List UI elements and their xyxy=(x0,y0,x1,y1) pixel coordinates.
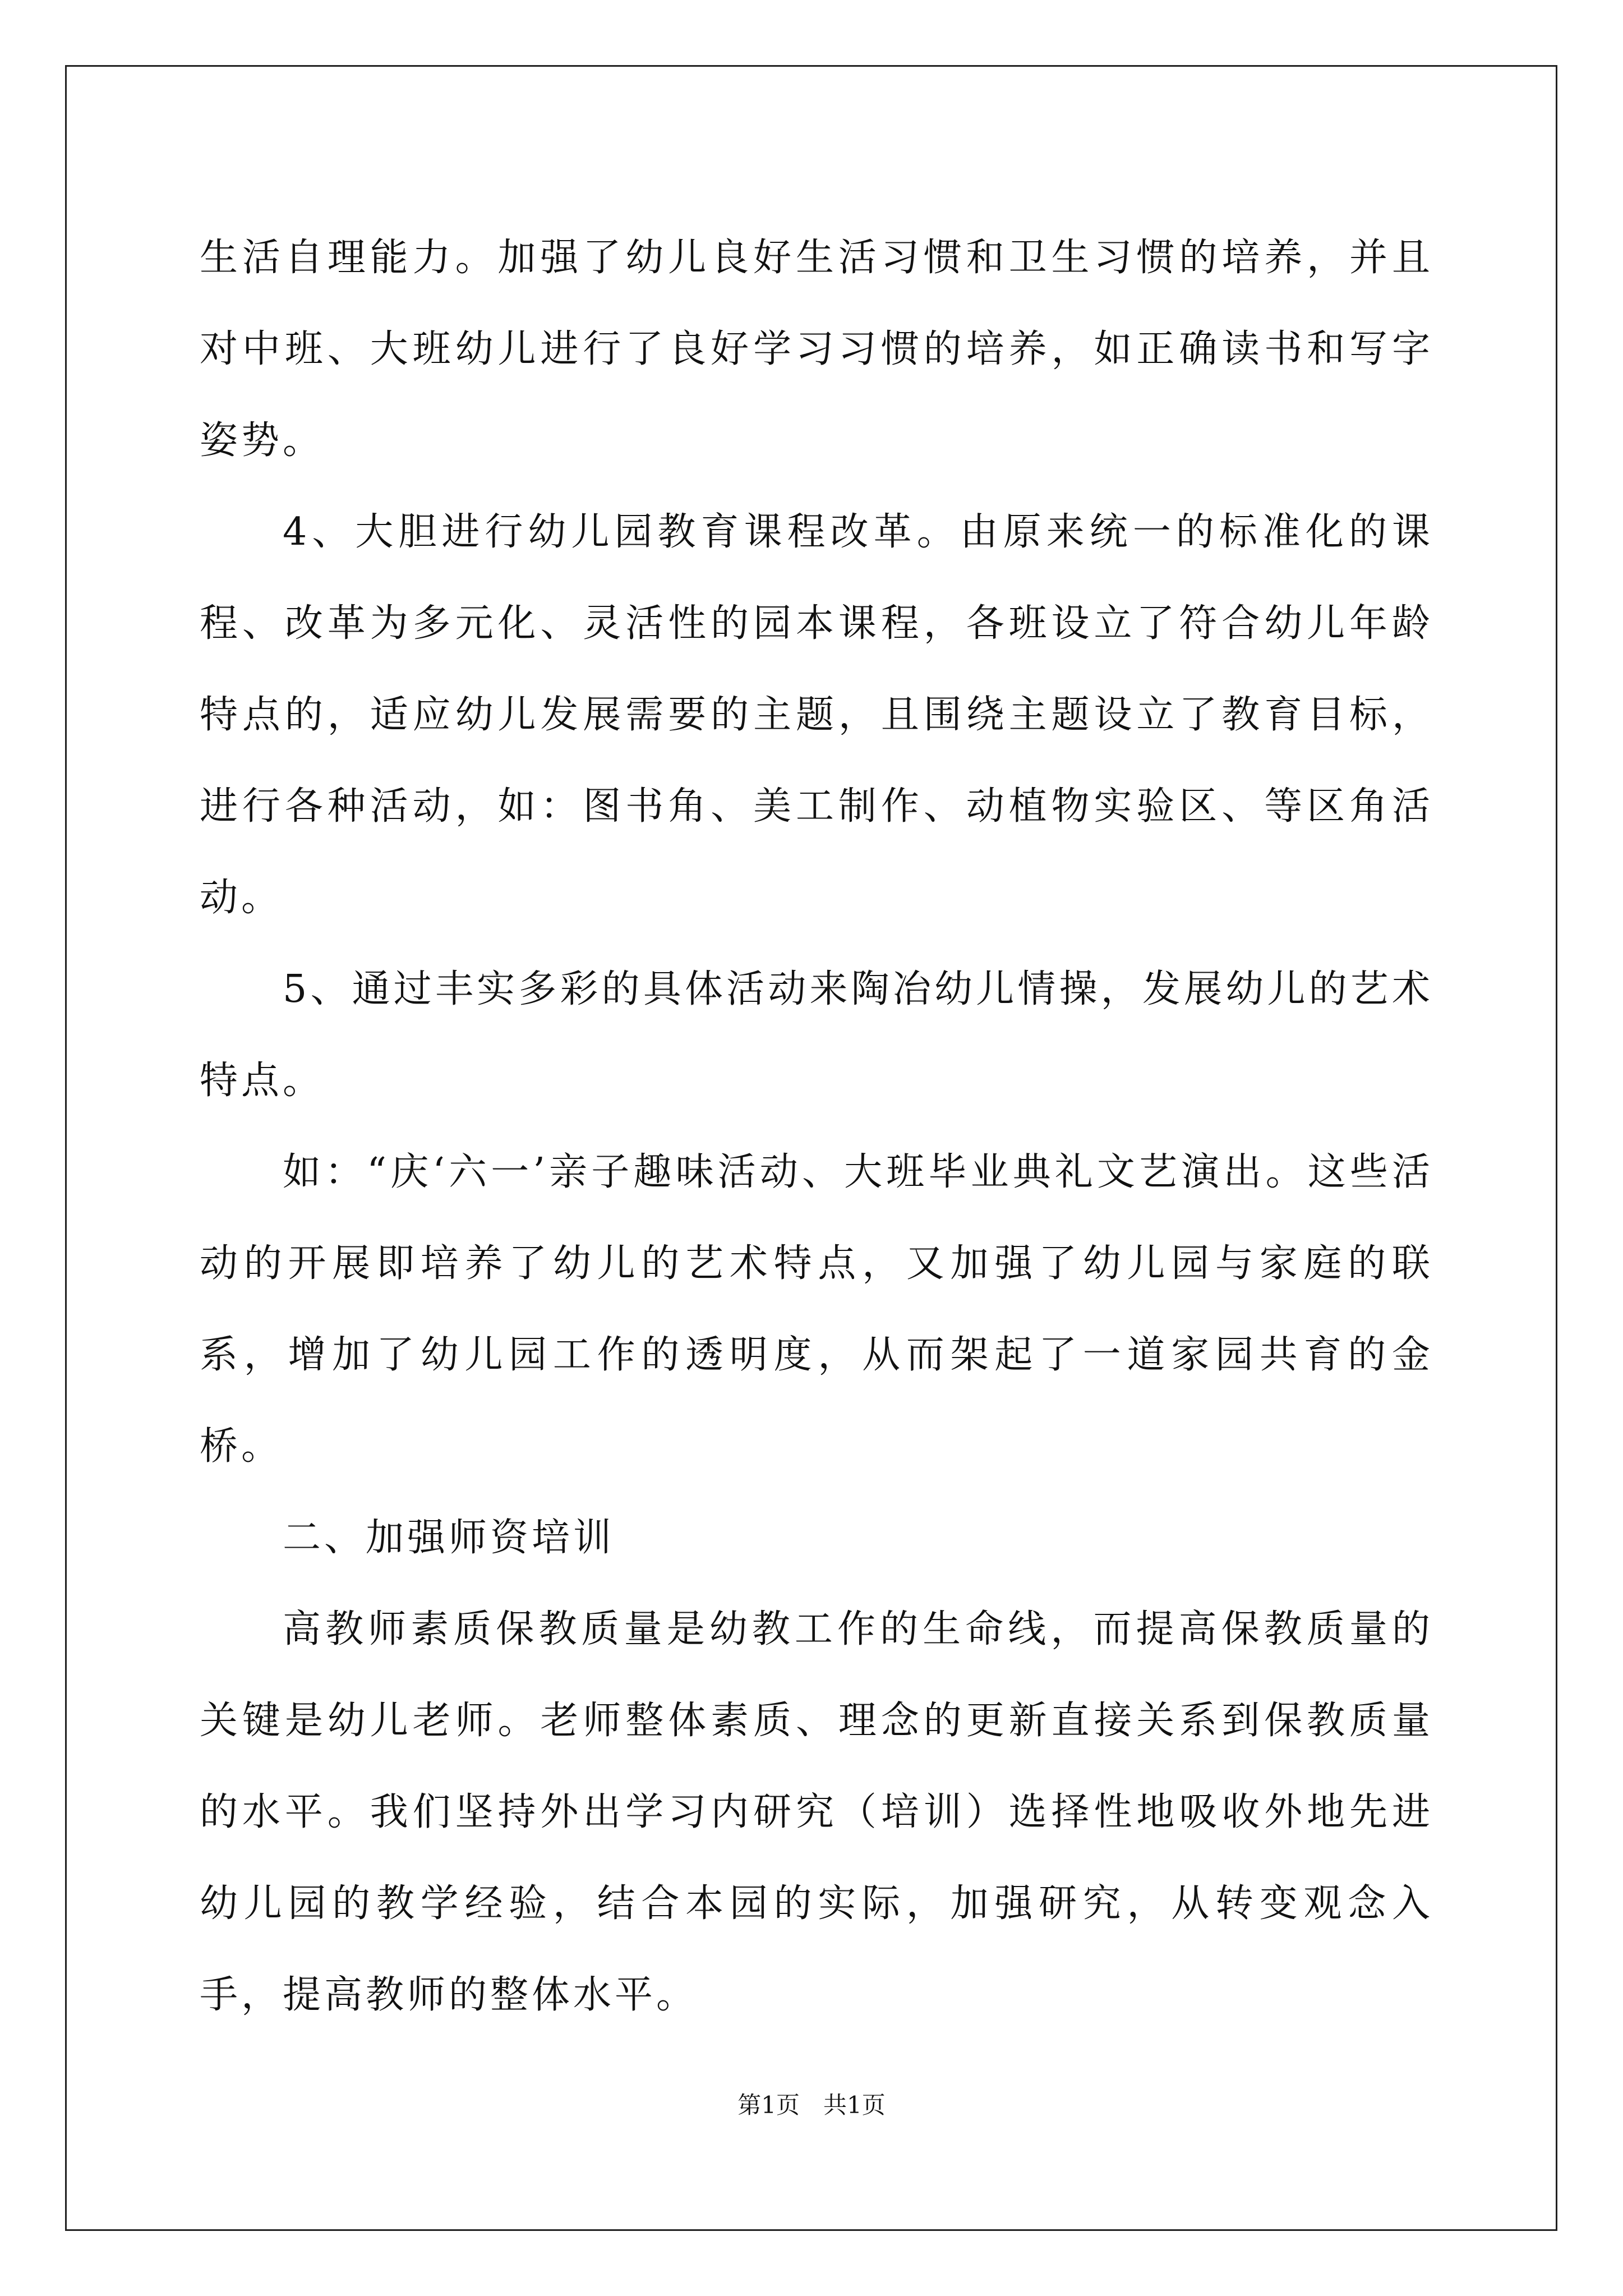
document-body xyxy=(200,212,1433,2041)
section-heading: 二、加强师资培训 xyxy=(283,1516,615,1560)
paragraph-3: 5、通过丰实多彩的具体活动来陶冶幼儿情操，发展幼儿的艺术特点。 xyxy=(200,967,1433,1103)
paragraph-4: 如：“庆‘六一’亲子趣味活动、大班毕业典礼文艺演出。这些活动的开展即培养了幼儿的艺术特点，又加强了幼儿园与家庭的联系，增加了幼儿园工作的透明度，从而架起了一道家园共育的金桥。 xyxy=(200,1150,1433,1469)
paragraph-6: 高教师素质保教质量是幼教工作的生命线，而提高保教质量的关键是幼儿老师。老师整体素质、理念的更新直接关系到保教质量的水平。我们坚持外出学习内研究（培训）选择性地吸收外地先进幼儿园的教学经验，结合本园的实际，加强研究，从转变观念入手，提高教师的整体水平。 xyxy=(200,1607,1433,2017)
paragraph-1: 生活自理能力。加强了幼儿良好生活习惯和卫生习惯的培养，并且对中班、大班幼儿进行了良好学习习惯的培养，如正确读书和写字姿势。 xyxy=(200,236,1433,463)
page-number-footer: 第1页 共1页 xyxy=(737,2091,886,2119)
paragraph-2: 4、大胆进行幼儿园教育课程改革。由原来统一的标准化的课程、改革为多元化、灵活性的园本课程，各班设立了符合幼儿年龄特点的，适应幼儿发展需要的主题，且围绕主题设立了教育目标，进行各种活动，如：图书角、美工制作、动植物实验区、等区角活动。 xyxy=(200,510,1433,920)
